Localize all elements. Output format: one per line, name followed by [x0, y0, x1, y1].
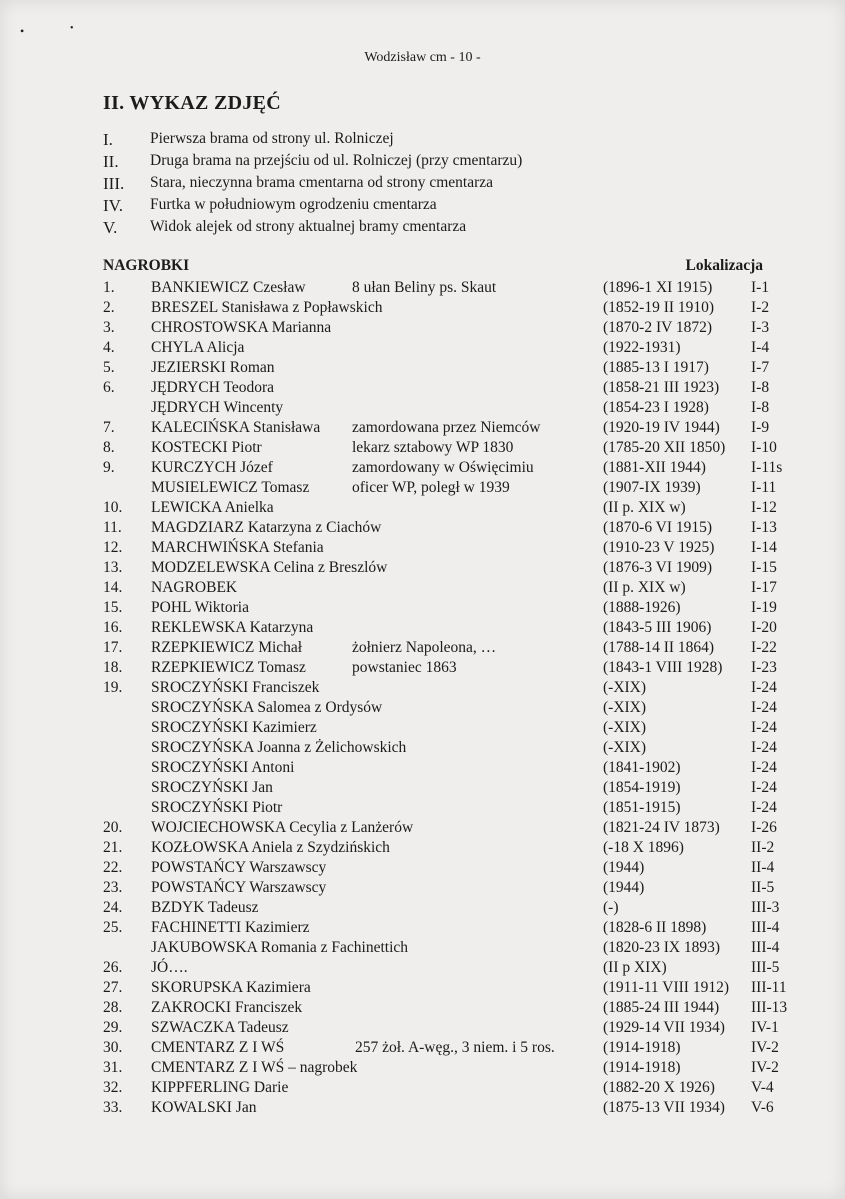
entry-dates: (1870-2 IV 1872) — [603, 319, 713, 336]
entry-dates: (1875-13 VII 1934) — [603, 1099, 725, 1116]
entry-name: SROCZYŃSKI Kazimierz — [151, 719, 317, 736]
entry-number: 23. — [103, 879, 123, 896]
entry-location: III-3 — [751, 899, 780, 916]
entry-dates: (1851-1915) — [603, 799, 681, 816]
entry-number: 32. — [103, 1079, 123, 1096]
entry-note: żołnierz Napoleona, … — [352, 639, 497, 656]
entry-location: I-9 — [751, 419, 770, 436]
entry-number: 31. — [103, 1059, 123, 1076]
entry-dates: (II p XIX) — [603, 959, 667, 976]
entry-dates: (1910-23 V 1925) — [603, 539, 715, 556]
list-item — [103, 359, 803, 379]
photo-number: I. — [103, 130, 113, 149]
entry-number: 28. — [103, 999, 123, 1016]
entry-location: I-13 — [751, 519, 777, 536]
list-item — [103, 739, 803, 759]
entry-dates: (1843-1 VIII 1928) — [603, 659, 723, 676]
entry-location: I-24 — [751, 799, 777, 816]
entry-name: POWSTAŃCY Warszawscy — [151, 859, 327, 876]
page-header: Wodzisław cm - 10 - — [364, 50, 481, 65]
entry-name: LEWICKA Anielka — [151, 499, 274, 516]
entry-note: oficer WP, poległ w 1939 — [352, 479, 510, 496]
list-item — [103, 779, 803, 799]
entry-location: V-6 — [751, 1099, 774, 1116]
entry-location: III-4 — [751, 939, 780, 956]
entry-number: 15. — [103, 599, 123, 616]
entry-note: powstaniec 1863 — [352, 659, 457, 676]
entry-number: 4. — [103, 339, 115, 356]
graves-heading: NAGROBKI — [103, 257, 190, 274]
entry-location: III-11 — [751, 979, 787, 996]
entry-location: IV-2 — [751, 1059, 779, 1076]
entry-number: 20. — [103, 819, 123, 836]
list-item — [103, 1079, 803, 1099]
list-item — [103, 839, 803, 859]
entry-name: MUSIELEWICZ Tomasz — [151, 479, 310, 496]
entry-location: I-7 — [751, 359, 770, 376]
entry-number: 7. — [103, 419, 115, 436]
entry-location: I-24 — [751, 699, 777, 716]
entry-dates: (-18 X 1896) — [603, 839, 684, 856]
entry-number: 24. — [103, 899, 123, 916]
entry-number: 33. — [103, 1099, 123, 1116]
entry-dates: (II p. XIX w) — [603, 579, 686, 596]
location-heading: Lokalizacja — [685, 257, 763, 274]
entry-number: 18. — [103, 659, 123, 676]
entry-location: I-24 — [751, 739, 777, 756]
entry-name: JAKUBOWSKA Romania z Fachinettich — [151, 939, 409, 956]
entry-dates: (1876-3 VI 1909) — [603, 559, 713, 576]
entry-location: I-22 — [751, 639, 777, 656]
list-item — [103, 1019, 803, 1039]
entry-location: I-24 — [751, 779, 777, 796]
entry-name: JEZIERSKI Roman — [151, 359, 275, 376]
entry-dates: (1854-1919) — [603, 779, 681, 796]
entry-location: I-14 — [751, 539, 777, 556]
entry-name: KOWALSKI Jan — [151, 1099, 257, 1116]
entry-number: 8. — [103, 439, 115, 456]
photo-description: Furtka w południowym ogrodzeniu cmentarza — [150, 196, 437, 213]
entry-location: I-20 — [751, 619, 777, 636]
list-item — [103, 519, 803, 539]
entry-number: 25. — [103, 919, 123, 936]
entry-name: SKORUPSKA Kazimiera — [151, 979, 311, 996]
entry-dates: (1914-1918) — [603, 1039, 681, 1056]
entry-number: 17. — [103, 639, 123, 656]
list-item — [103, 599, 803, 619]
list-item — [103, 979, 803, 999]
entry-dates: (1843-5 III 1906) — [603, 619, 712, 636]
entry-dates: (1922-1931) — [603, 339, 681, 356]
entry-name: POWSTAŃCY Warszawscy — [151, 879, 327, 896]
entry-number: 2. — [103, 299, 115, 316]
entry-dates: (1828-6 II 1898) — [603, 919, 707, 936]
entry-name: WOJCIECHOWSKA Cecylia z Lanżerów — [151, 819, 414, 836]
entry-location: IV-1 — [751, 1019, 779, 1036]
entry-name: KOSTECKI Piotr — [151, 439, 262, 456]
entry-name: BZDYK Tadeusz — [151, 899, 259, 916]
entry-location: IV-2 — [751, 1039, 779, 1056]
entry-name: JĘDRYCH Wincenty — [151, 399, 284, 416]
entry-name: BRESZEL Stanisława z Popławskich — [151, 299, 383, 316]
entry-dates: (1914-1918) — [603, 1059, 681, 1076]
entry-number: 10. — [103, 499, 123, 516]
entry-number: 11. — [103, 519, 122, 536]
graves-section-heading — [103, 257, 763, 279]
entry-location: III-4 — [751, 919, 780, 936]
entry-number: 9. — [103, 459, 115, 476]
entry-dates: (-XIX) — [603, 719, 647, 736]
entry-dates: (1858-21 III 1923) — [603, 379, 720, 396]
entry-dates: (II p. XIX w) — [603, 499, 686, 516]
entry-location: I-2 — [751, 299, 770, 316]
entry-dates: (1896-1 XI 1915) — [603, 279, 713, 296]
entry-number: 6. — [103, 379, 115, 396]
entry-name: SROCZYŃSKA Joanna z Żelichowskich — [151, 739, 407, 756]
corner-mark-right: • — [70, 23, 74, 34]
entry-dates: (1911-11 VIII 1912) — [603, 979, 729, 996]
entry-dates: (1920-19 IV 1944) — [603, 419, 720, 436]
entry-dates: (-XIX) — [603, 679, 647, 696]
entry-location: II-2 — [751, 839, 775, 856]
entry-dates: (1852-19 II 1910) — [603, 299, 715, 316]
entry-name: KOZŁOWSKA Aniela z Szydzińskich — [151, 839, 390, 856]
list-item — [103, 1039, 803, 1059]
entry-name: SROCZYŃSKA Salomea z Ordysów — [151, 699, 383, 716]
entry-name: MARCHWIŃSKA Stefania — [151, 539, 324, 556]
list-item — [103, 579, 803, 599]
entry-number: 14. — [103, 579, 123, 596]
page-title: II. WYKAZ ZDJĘĆ — [103, 92, 282, 114]
entry-location: I-8 — [751, 379, 770, 396]
entry-number: 1. — [103, 279, 115, 296]
list-item — [103, 499, 803, 519]
entry-number: 12. — [103, 539, 123, 556]
entry-location: III-5 — [751, 959, 780, 976]
entry-name: SROCZYŃSKI Franciszek — [151, 679, 320, 696]
list-item — [103, 1099, 803, 1119]
entry-location: I-24 — [751, 759, 777, 776]
entry-dates: (1785-20 XII 1850) — [603, 439, 726, 456]
entry-dates: (-XIX) — [603, 739, 647, 756]
entry-number: 29. — [103, 1019, 123, 1036]
list-item — [103, 659, 803, 679]
entry-dates: (1907-IX 1939) — [603, 479, 701, 496]
entry-dates: (1888-1926) — [603, 599, 681, 616]
entry-name: SROCZYŃSKI Jan — [151, 779, 273, 796]
entry-dates: (1870-6 VI 1915) — [603, 519, 713, 536]
list-item — [103, 959, 803, 979]
entry-number: 26. — [103, 959, 123, 976]
photo-number: II. — [103, 152, 119, 171]
entry-name: NAGROBEK — [151, 579, 238, 596]
entry-number: 22. — [103, 859, 123, 876]
entry-name: MODZELEWSKA Celina z Breszlów — [151, 559, 388, 576]
photo-number: IV. — [103, 196, 123, 215]
entry-dates: (1788-14 II 1864) — [603, 639, 715, 656]
entry-note: zamordowany w Oświęcimiu — [352, 459, 534, 476]
list-item — [103, 539, 803, 559]
entry-name: POHL Wiktoria — [151, 599, 249, 616]
list-item — [103, 919, 803, 939]
entry-name: CHROSTOWSKA Marianna — [151, 319, 332, 336]
entry-dates: (1841-1902) — [603, 759, 681, 776]
entry-number: 5. — [103, 359, 115, 376]
entry-location: V-4 — [751, 1079, 774, 1096]
entry-location: III-13 — [751, 999, 788, 1016]
entry-number: 21. — [103, 839, 123, 856]
list-item — [103, 899, 803, 919]
list-item — [103, 279, 803, 299]
list-item — [103, 859, 803, 879]
entry-location: I-17 — [751, 579, 777, 596]
entry-location: I-24 — [751, 719, 777, 736]
photo-number: III. — [103, 174, 125, 193]
list-item — [103, 1059, 803, 1079]
entry-dates: (1882-20 X 1926) — [603, 1079, 715, 1096]
entry-dates: (1944) — [603, 879, 645, 896]
list-item — [103, 559, 803, 579]
entry-name: CMENTARZ Z I WŚ — [151, 1039, 285, 1056]
photo-number: V. — [103, 218, 118, 237]
list-item — [103, 379, 803, 399]
entry-name: MAGDZIARZ Katarzyna z Ciachów — [151, 519, 382, 536]
entry-name: SROCZYŃSKI Antoni — [151, 759, 295, 776]
list-item — [103, 299, 803, 319]
list-item — [103, 339, 803, 359]
photo-description: Stara, nieczynna brama cmentarna od strony cmentarza — [150, 174, 493, 191]
entry-location: I-3 — [751, 319, 770, 336]
entry-location: I-15 — [751, 559, 777, 576]
entry-location: I-26 — [751, 819, 777, 836]
list-item — [103, 879, 803, 899]
entry-name: JÓ…. — [151, 959, 188, 976]
list-item — [103, 459, 803, 479]
list-item — [103, 939, 803, 959]
entry-name: CHYLA Alicja — [151, 339, 245, 356]
entry-location: I-1 — [751, 279, 770, 296]
entry-location: I-19 — [751, 599, 777, 616]
entry-dates: (1929-14 VII 1934) — [603, 1019, 725, 1036]
entry-dates: (1885-24 III 1944) — [603, 999, 720, 1016]
list-item — [103, 799, 803, 819]
list-item — [103, 679, 803, 699]
photo-description: Druga brama na przejściu od ul. Rolniczej (przy cmentarzu) — [150, 152, 523, 169]
entry-location: II-5 — [751, 879, 775, 896]
entry-name: ZAKROCKI Franciszek — [151, 999, 303, 1016]
entry-name: KALECIŃSKA Stanisława — [151, 419, 321, 436]
list-item — [103, 699, 803, 719]
entry-location: I-11s — [751, 459, 783, 476]
entry-dates: (-) — [603, 899, 619, 916]
entry-number: 3. — [103, 319, 115, 336]
entry-name: REKLEWSKA Katarzyna — [151, 619, 314, 636]
list-item — [103, 759, 803, 779]
entry-location: I-11 — [751, 479, 777, 496]
entry-location: I-24 — [751, 679, 777, 696]
entry-dates: (1821-24 IV 1873) — [603, 819, 720, 836]
entry-dates: (1944) — [603, 859, 645, 876]
entry-note: zamordowana przez Niemców — [352, 419, 541, 436]
entry-dates: (-XIX) — [603, 699, 647, 716]
entry-note: 8 ułan Beliny ps. Skaut — [352, 279, 497, 296]
list-item — [103, 639, 803, 659]
entry-name: KIPPFERLING Darie — [151, 1079, 289, 1096]
entry-number: 13. — [103, 559, 123, 576]
list-item — [103, 719, 803, 739]
list-item — [103, 419, 803, 439]
entry-location: I-23 — [751, 659, 777, 676]
photo-description: Pierwsza brama od strony ul. Rolniczej — [150, 130, 394, 147]
list-item — [103, 319, 803, 339]
entry-name: SROCZYŃSKI Piotr — [151, 799, 283, 816]
entry-name: RZEPKIEWICZ Tomasz — [151, 659, 306, 676]
entry-dates: (1854-23 I 1928) — [603, 399, 709, 416]
entry-name: BANKIEWICZ Czesław — [151, 279, 306, 296]
entry-name: KURCZYCH Józef — [151, 459, 273, 476]
entry-location: II-4 — [751, 859, 775, 876]
entry-location: I-8 — [751, 399, 770, 416]
entry-location: I-12 — [751, 499, 777, 516]
entry-name: CMENTARZ Z I WŚ – nagrobek — [151, 1059, 358, 1076]
list-item — [103, 439, 803, 459]
list-item — [103, 999, 803, 1019]
photo-description: Widok alejek od strony aktualnej bramy cmentarza — [150, 218, 467, 235]
entry-name: JĘDRYCH Teodora — [151, 379, 275, 396]
entry-number: 19. — [103, 679, 123, 696]
entry-location: I-10 — [751, 439, 777, 456]
entry-dates: (1820-23 IX 1893) — [603, 939, 721, 956]
entry-dates: (1881-XII 1944) — [603, 459, 706, 476]
entry-number: 16. — [103, 619, 123, 636]
entry-number: 30. — [103, 1039, 123, 1056]
entry-dates: (1885-13 I 1917) — [603, 359, 709, 376]
list-item — [103, 479, 803, 499]
entry-name: RZEPKIEWICZ Michał — [151, 639, 303, 656]
list-item — [103, 399, 803, 419]
list-item — [103, 819, 803, 839]
entry-note: lekarz sztabowy WP 1830 — [352, 439, 514, 456]
entry-name: SZWACZKA Tadeusz — [151, 1019, 289, 1036]
entry-location: I-4 — [751, 339, 770, 356]
list-item — [103, 619, 803, 639]
corner-mark-left: • — [20, 24, 25, 38]
entry-note: 257 żoł. A-węg., 3 niem. i 5 ros. — [355, 1039, 555, 1056]
entry-number: 27. — [103, 979, 123, 996]
entry-name: FACHINETTI Kazimierz — [151, 919, 310, 936]
